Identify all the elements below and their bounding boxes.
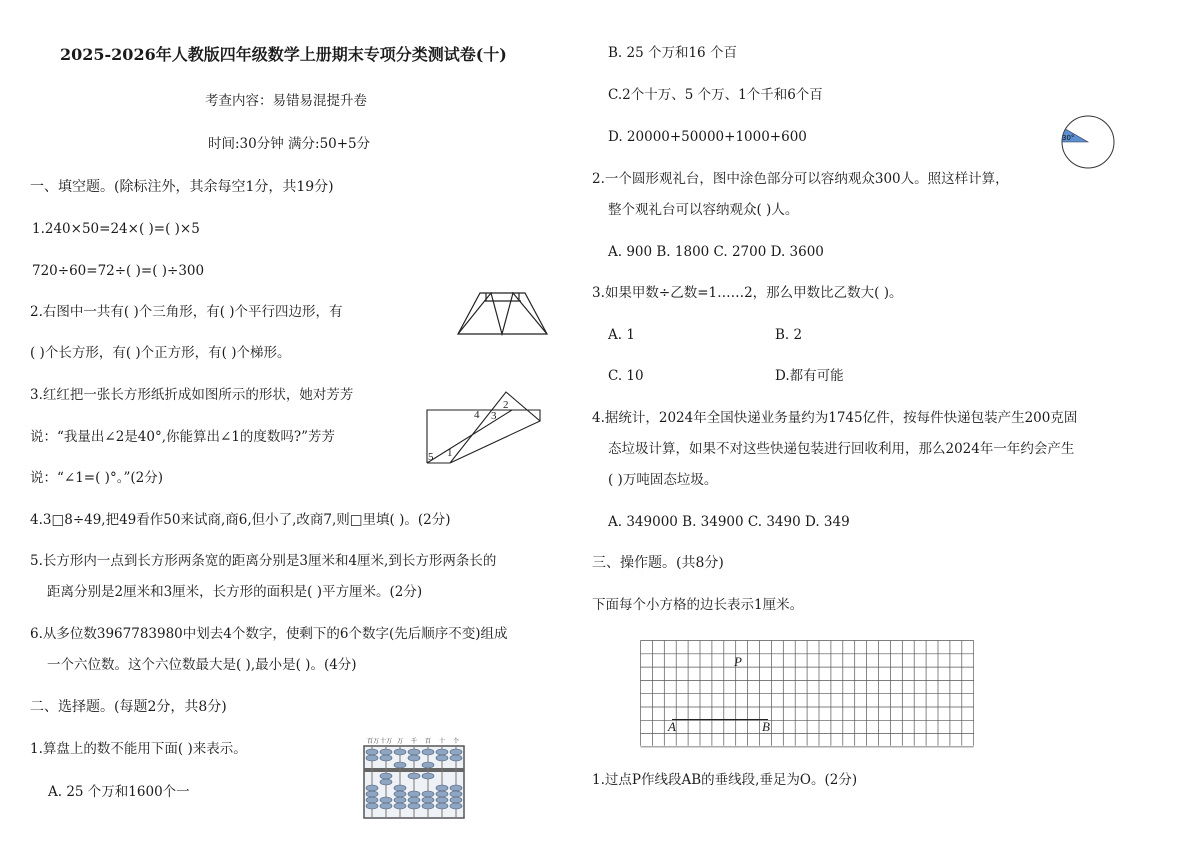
- s2-q4-line1: 4.据统计，2024年全国快递业务量约为1745亿件，按每件快递包装产生200克固: [592, 410, 1078, 426]
- s2-q3-stem: 3.如果甲数÷乙数=1……2，那么甲数比乙数大( )。: [592, 285, 903, 301]
- section1-heading: 一、填空题。(除标注外，其余每空1分，共19分): [30, 179, 334, 195]
- s2-q1-option-c: C.2个十万、5 个万、1个千和6个百: [608, 87, 823, 103]
- abacus-label-6: 个: [453, 738, 460, 745]
- abacus-label-0: 百万: [367, 738, 380, 745]
- s1-q1-line1: 1.240×50=24×( )=( )×5: [32, 221, 200, 237]
- s2-q1-stem: 1.算盘上的数不能用下面( )来表示。: [30, 741, 247, 757]
- page-title: 2025-2026年人教版四年级数学上册期末专项分类测试卷(十): [60, 45, 507, 64]
- point-a-label: A: [668, 719, 676, 734]
- grid-note: 下面每个小方格的边长表示1厘米。: [592, 597, 804, 613]
- s2-q2-line2: 整个观礼台可以容纳观众( )人。: [608, 202, 799, 218]
- circle-figure: [1058, 115, 1118, 171]
- s2-q3-option-c: C. 10: [608, 368, 644, 384]
- s3-q1: 1.过点P作线段AB的垂线段,垂足为O。(2分): [592, 772, 858, 788]
- s1-q3-line1: 3.红红把一张长方形纸折成如图所示的形状，她对芳芳: [30, 387, 354, 403]
- s1-q2-line1: 2.右图中一共有( )个三角形，有( )个平行四边形，有: [30, 304, 343, 320]
- time-info: 时间:30分钟 满分:50+5分: [208, 136, 371, 152]
- s1-q4: 4.3□8÷49,把49看作50来试商,商6,但小了,改商7,则□里填( )。(2分): [30, 512, 451, 528]
- s2-q1-option-b: B. 25 个万和16 个百: [608, 45, 737, 61]
- s2-q4-line3: ( )万吨固态垃圾。: [608, 472, 718, 488]
- s2-q2-options: A. 900 B. 1800 C. 2700 D. 3600: [608, 244, 824, 260]
- fold-label-1: 1: [447, 447, 453, 459]
- s1-q1-line2: 720÷60=72÷( )=( )÷300: [32, 263, 205, 279]
- s1-q3-line2: 说：“我量出∠2是40°,你能算出∠1的度数吗?”芳芳: [30, 429, 336, 445]
- fold-label-3: 3: [491, 410, 497, 422]
- abacus-label-3: 千: [411, 738, 418, 745]
- circle-angle-label: 30°: [1062, 134, 1075, 142]
- section3-heading: 三、操作题。(共8分): [592, 555, 724, 571]
- s1-q6-line2: 一个六位数。这个六位数最大是( ),最小是( )。(4分): [47, 657, 357, 673]
- point-b-label: B: [762, 719, 770, 734]
- s1-q5-line2: 距离分别是2厘米和3厘米，长方形的面积是( )平方厘米。(2分): [47, 584, 423, 600]
- s1-q3-line3: 说：“∠1=( )°。”(2分): [30, 470, 163, 486]
- subtitle: 考查内容：易错易混提升卷: [205, 93, 367, 109]
- fold-label-5: 5: [428, 451, 434, 463]
- s2-q3-option-b: B. 2: [775, 327, 803, 343]
- fold-label-2: 2: [503, 399, 509, 411]
- s1-q6-line1: 6.从多位数3967783980中划去4个数字，使剩下的6个数字(先后顺序不变)组成: [30, 626, 508, 642]
- s2-q4-options: A. 349000 B. 34900 C. 3490 D. 349: [608, 514, 850, 530]
- s2-q4-line2: 态垃圾计算，如果不对这些快递包装进行回收利用，那么2024年一年约会产生: [608, 441, 1075, 457]
- section2-heading: 二、选择题。(每题2分，共8分): [30, 699, 227, 715]
- s2-q1-option-d: D. 20000+50000+1000+600: [608, 129, 807, 145]
- s2-q2-line1: 2.一个圆形观礼台，图中涂色部分可以容纳观众300人。照这样计算，: [592, 171, 1009, 187]
- s1-q5-line1: 5.长方形内一点到长方形两条宽的距离分别是3厘米和4厘米,到长方形两条长的: [30, 553, 497, 569]
- abacus-label-2: 万: [397, 738, 404, 745]
- square-grid: [640, 640, 974, 748]
- s2-q3-option-a: A. 1: [608, 327, 635, 343]
- abacus-label-4: 百: [425, 738, 432, 745]
- s2-q1-option-a: A. 25 个万和1600个一: [48, 784, 190, 800]
- abacus-figure: [362, 736, 466, 820]
- trapezoid-figure: [455, 290, 550, 336]
- folded-paper-figure: [422, 388, 544, 464]
- abacus-label-1: 十万: [380, 738, 393, 745]
- abacus-label-5: 十: [439, 738, 446, 745]
- point-p-label: P: [734, 654, 742, 669]
- s2-q3-option-d: D.都有可能: [775, 368, 844, 384]
- fold-label-4: 4: [474, 409, 480, 421]
- s1-q2-line2: ( )个长方形，有( )个正方形，有( )个梯形。: [30, 345, 291, 361]
